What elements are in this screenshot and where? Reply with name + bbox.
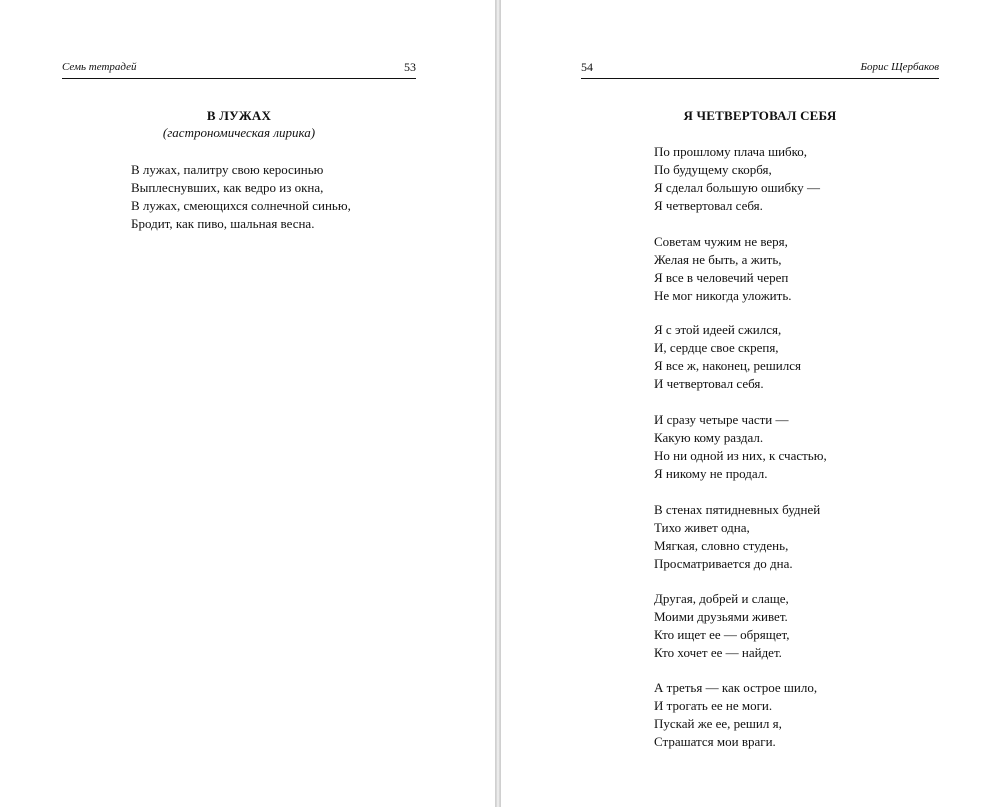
poem-line: Я все в человечий череп bbox=[654, 270, 789, 285]
poem-line: Но ни одной из них, к счастью, bbox=[654, 448, 827, 463]
poem-line: Какую кому раздал. bbox=[654, 430, 764, 445]
poem-line: В стенах пятидневных будней bbox=[654, 502, 821, 517]
right-stanza-7 bbox=[654, 679, 817, 751]
right-page bbox=[500, 0, 1000, 807]
poem-line: В лужах, смеющихся солнечной синью, bbox=[131, 198, 351, 213]
poem-line: Выплеснувших, как ведро из окна, bbox=[131, 180, 324, 195]
poem-line: Просматривается до дна. bbox=[654, 556, 793, 571]
poem-line: И сразу четыре части — bbox=[654, 412, 789, 427]
poem-line: Мягкая, словно студень, bbox=[654, 538, 789, 553]
left-poem-subtitle: (гастрономическая лирика) bbox=[162, 125, 316, 140]
left-poem-title: В ЛУЖАХ bbox=[206, 108, 272, 123]
poem-line: Моими друзьями живет. bbox=[654, 609, 788, 624]
poem-line: И трогать ее не моги. bbox=[654, 698, 773, 713]
left-page-number: 53 bbox=[404, 60, 416, 74]
right-running-head: Борис Щербаков bbox=[860, 61, 939, 73]
right-poem-title: Я ЧЕТВЕРТОВАЛ СЕБЯ bbox=[683, 108, 837, 123]
left-stanza-1 bbox=[131, 161, 351, 233]
poem-line: Я четвертовал себя. bbox=[654, 198, 763, 213]
poem-line: Я сделал большую ошибку — bbox=[654, 180, 820, 195]
poem-line: Другая, добрей и слаще, bbox=[654, 591, 789, 606]
poem-line: Я с этой идеей сжился, bbox=[654, 322, 782, 337]
right-stanza-2 bbox=[654, 233, 792, 305]
poem-line: Я никому не продал. bbox=[654, 466, 768, 481]
poem-line: Бродит, как пиво, шальная весна. bbox=[131, 216, 315, 231]
poem-line: По прошлому плача шибко, bbox=[654, 144, 808, 159]
poem-line: Кто хочет ее — найдет. bbox=[654, 645, 782, 660]
poem-line: Советам чужим не веря, bbox=[654, 234, 788, 249]
poem-line: А третья — как острое шило, bbox=[654, 680, 818, 695]
poem-line: Страшатся мои враги. bbox=[654, 734, 776, 749]
right-stanza-3 bbox=[654, 321, 801, 393]
left-running-head: Семь тетрадей bbox=[62, 61, 137, 73]
poem-line: И четвертовал себя. bbox=[654, 376, 764, 391]
right-page-header bbox=[581, 58, 939, 79]
right-page-number: 54 bbox=[581, 60, 593, 74]
left-page bbox=[0, 0, 496, 807]
right-stanza-4 bbox=[654, 411, 827, 483]
right-stanza-6 bbox=[654, 590, 789, 662]
poem-line: Я все ж, наконец, решился bbox=[654, 358, 801, 373]
poem-line: Кто ищет ее — обрящет, bbox=[654, 627, 790, 642]
poem-line: Пускай же ее, решил я, bbox=[654, 716, 782, 731]
poem-line: И, сердце свое скрепя, bbox=[654, 340, 779, 355]
right-stanza-1 bbox=[654, 143, 820, 215]
poem-line: Желая не быть, а жить, bbox=[654, 252, 782, 267]
poem-line: Тихо живет одна, bbox=[654, 520, 750, 535]
poem-line: По будущему скорбя, bbox=[654, 162, 772, 177]
left-page-header bbox=[62, 58, 416, 79]
right-stanza-5 bbox=[654, 501, 820, 573]
poem-line: В лужах, палитру свою керосинью bbox=[131, 162, 324, 177]
poem-line: Не мог никогда уложить. bbox=[654, 288, 792, 303]
